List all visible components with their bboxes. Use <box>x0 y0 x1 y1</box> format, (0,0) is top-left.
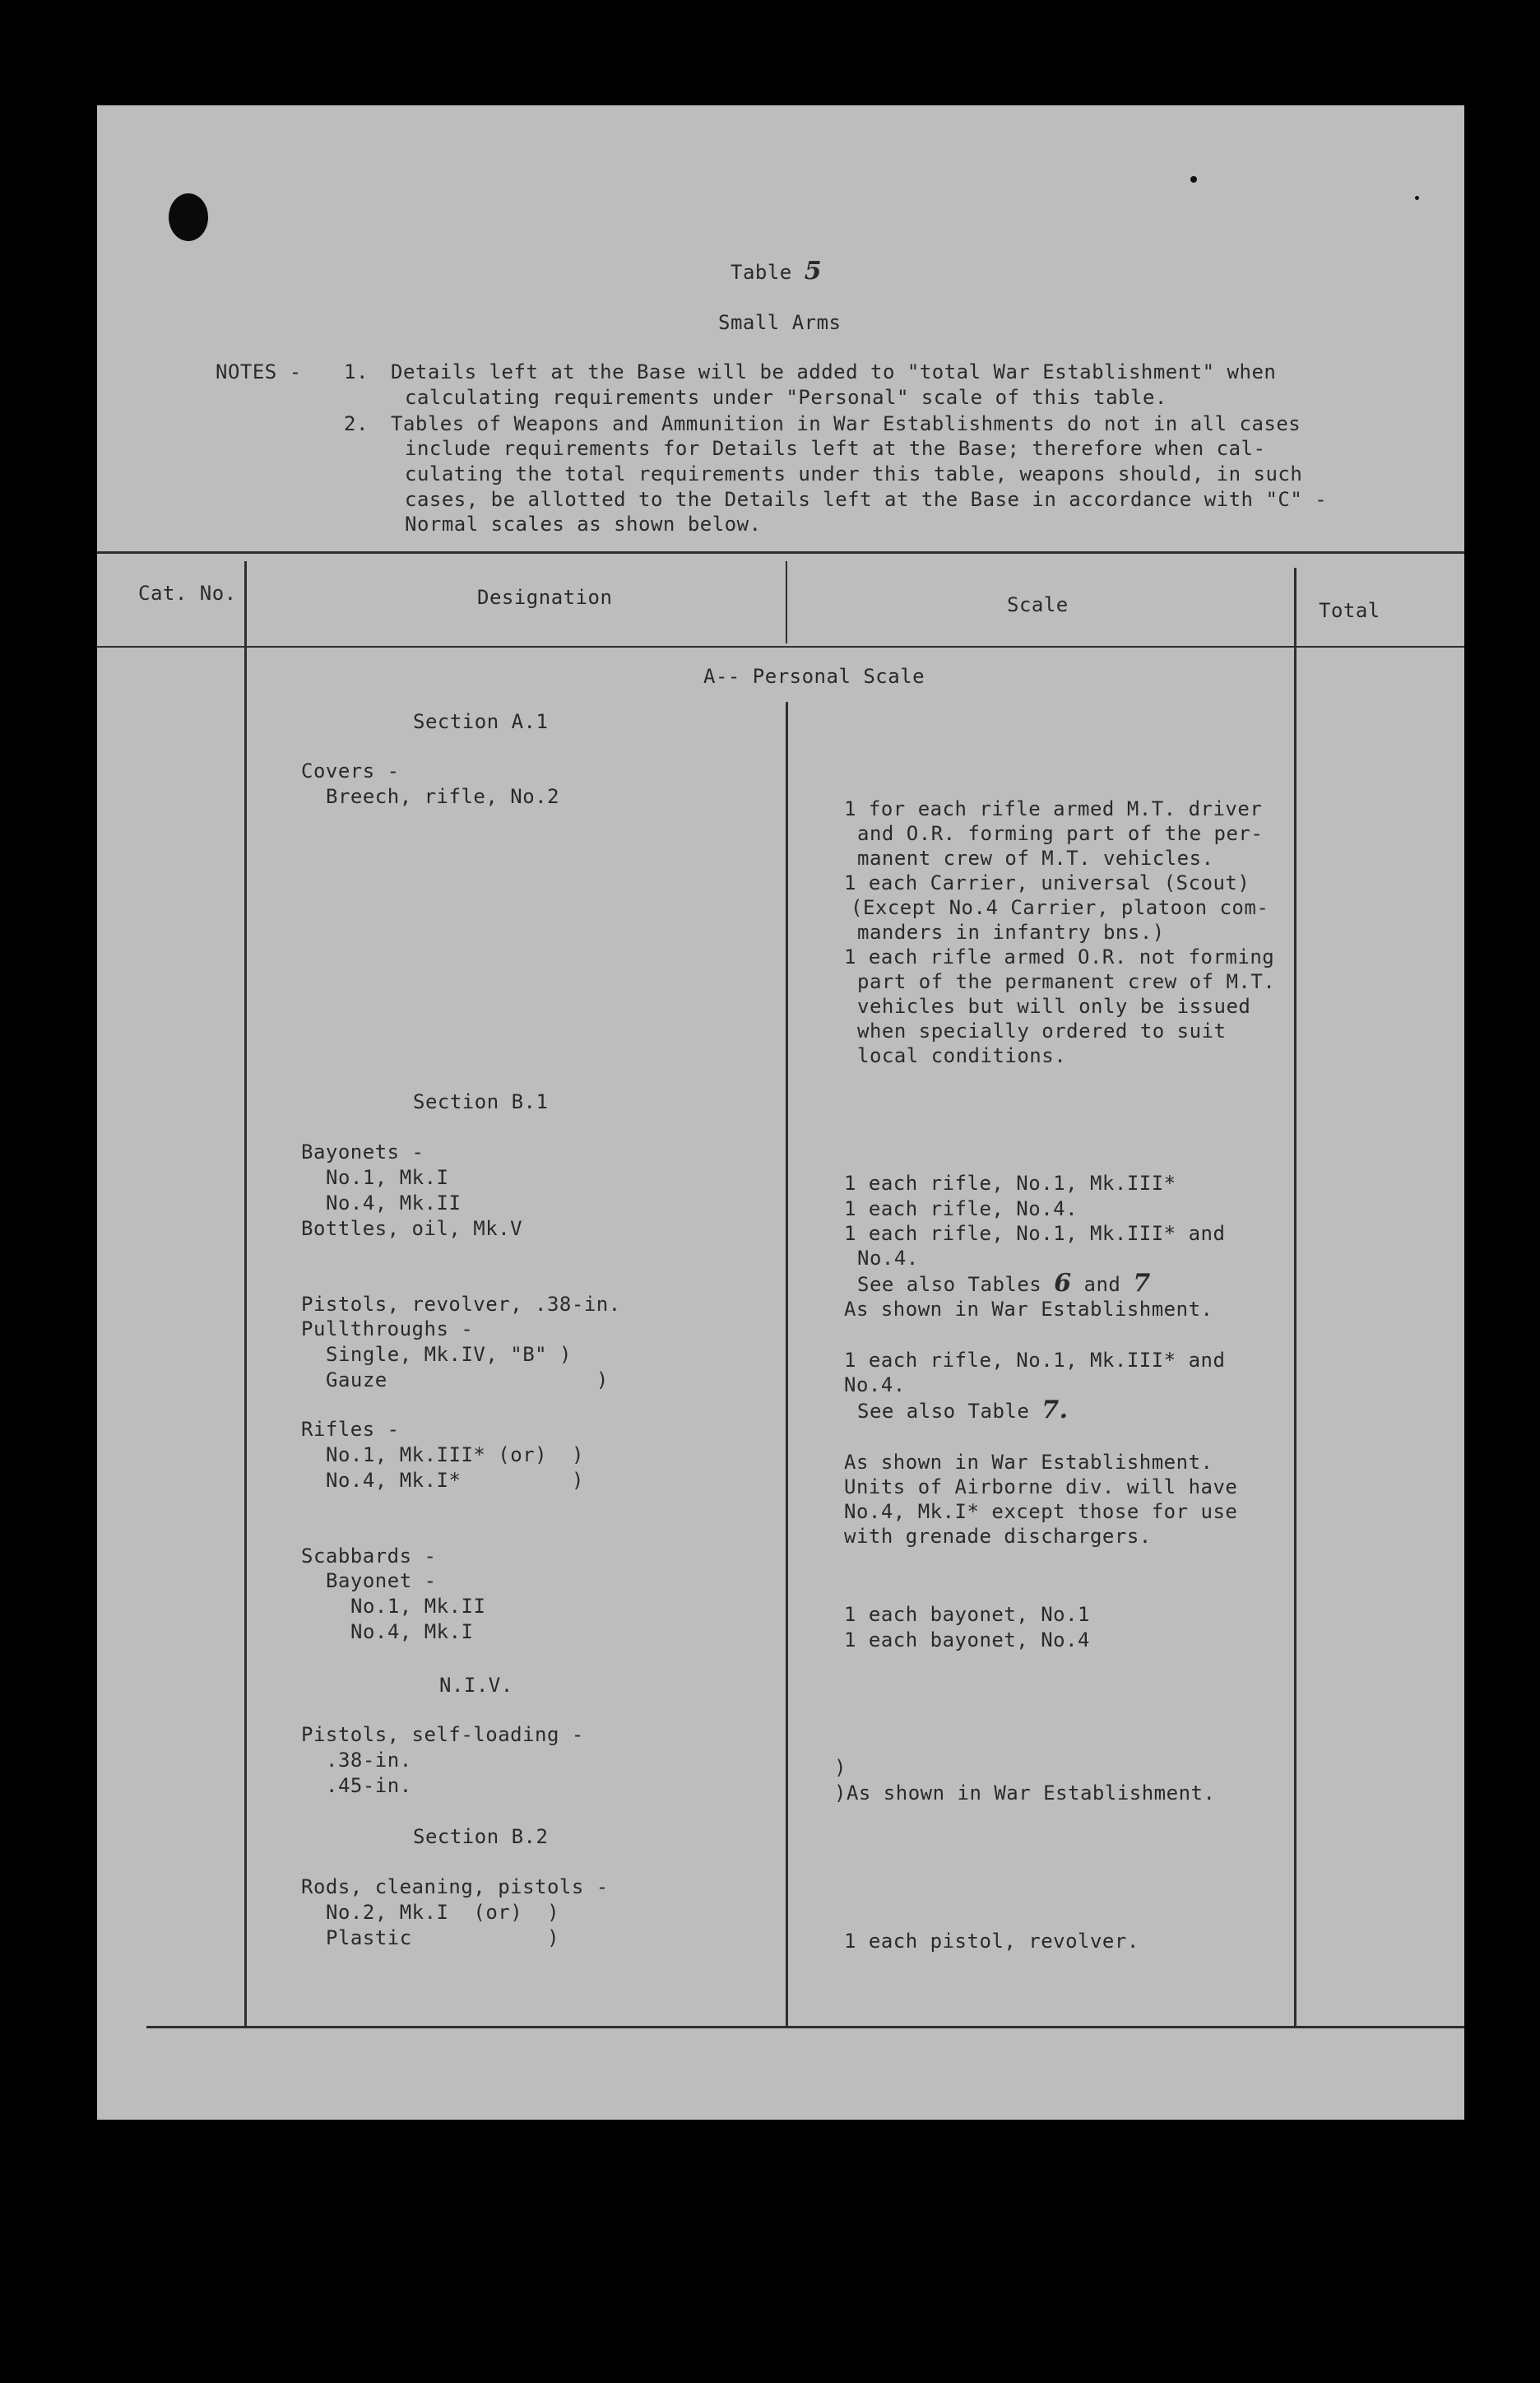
note-2-line: culating the total requirements under this table, weapons should, in such <box>405 462 1303 485</box>
speck <box>1190 176 1197 183</box>
scale-line: See also Tables 6 and 7 <box>857 1269 1151 1298</box>
column-divider-cat <box>244 561 247 2026</box>
table-subtitle: Small Arms <box>718 311 842 334</box>
punch-hole <box>169 193 208 241</box>
note-2-line: Tables of Weapons and Ammunition in War Establishments do not in all cases <box>391 412 1301 435</box>
designation-line: Pistols, self-loading - <box>301 1723 584 1746</box>
designation-line: No.4, Mk.I* ) <box>326 1469 584 1492</box>
designation-line: Covers - <box>301 759 400 783</box>
section-heading: Section B.2 <box>413 1825 549 1848</box>
designation-line: .38-in. <box>326 1749 412 1772</box>
handwritten-number: 6 <box>1054 1269 1072 1298</box>
scale-line: when specially ordered to suit <box>857 1020 1227 1043</box>
scale-line: (Except No.4 Carrier, platoon com- <box>851 896 1269 919</box>
column-divider-designation <box>786 702 788 2026</box>
column-header-cat-no: Cat. No. <box>138 582 237 605</box>
column-header-scale: Scale <box>1007 593 1069 616</box>
scale-line: ) <box>834 1756 847 1779</box>
handwritten-number: 7 <box>1133 1269 1151 1298</box>
designation-line: Bayonet - <box>326 1569 437 1592</box>
scale-line: 1 each rifle, No.1, Mk.III* and <box>844 1349 1226 1372</box>
scale-line: vehicles but will only be issued <box>857 995 1251 1018</box>
note-2-line: Normal scales as shown below. <box>405 513 762 536</box>
column-header-total: Total <box>1319 599 1380 622</box>
section-heading: N.I.V. <box>439 1674 513 1697</box>
scale-line: 1 each bayonet, No.4 <box>844 1628 1090 1651</box>
designation-line: No.1, Mk.II <box>350 1595 486 1618</box>
scale-line: No.4, Mk.I* except those for use <box>844 1500 1238 1523</box>
scale-line: 1 each Carrier, universal (Scout) <box>844 871 1250 894</box>
scale-line: manders in infantry bns.) <box>857 921 1165 944</box>
column-divider-scale <box>1294 568 1296 2026</box>
scale-line: 1 each bayonet, No.1 <box>844 1603 1090 1626</box>
designation-line: Rods, cleaning, pistols - <box>301 1875 609 1898</box>
scale-line: As shown in War Establishment. <box>844 1298 1213 1321</box>
scale-line: 1 each pistol, revolver. <box>844 1930 1139 1953</box>
designation-line: Gauze ) <box>326 1368 609 1391</box>
notes-label: NOTES - <box>216 360 302 383</box>
scale-line: manent crew of M.T. vehicles. <box>857 847 1214 870</box>
speck <box>1415 196 1419 200</box>
scale-line: See also Table 7. <box>857 1396 1069 1424</box>
scale-line: As shown in War Establishment. <box>844 1451 1213 1474</box>
designation-line: No.4, Mk.I <box>350 1620 474 1643</box>
scale-line: 1 each rifle, No.4. <box>844 1197 1078 1220</box>
section-heading: Section A.1 <box>413 710 549 733</box>
column-divider-designation-header <box>786 561 787 643</box>
designation-line: Pistols, revolver, .38-in. <box>301 1293 621 1316</box>
designation-line: No.1, Mk.I <box>326 1166 449 1189</box>
part-heading: A-- Personal Scale <box>703 665 925 688</box>
table-bottom-rule <box>146 2026 1464 2028</box>
designation-line: No.1, Mk.III* (or) ) <box>326 1443 584 1466</box>
note-2-line: cases, be allotted to the Details left at the Base in accordance with "C" - <box>405 488 1328 511</box>
scale-line: 1 for each rifle armed M.T. driver <box>844 797 1263 820</box>
scale-line: with grenade dischargers. <box>844 1525 1152 1548</box>
designation-line: Rifles - <box>301 1418 400 1441</box>
designation-line: Pullthroughs - <box>301 1317 474 1340</box>
designation-line: .45-in. <box>326 1774 412 1797</box>
designation-line: No.4, Mk.II <box>326 1192 462 1215</box>
scale-line: No.4. <box>844 1373 906 1396</box>
note-1-number: 1. <box>344 360 369 383</box>
table-number: 5 <box>804 257 823 286</box>
handwritten-number: 7. <box>1041 1396 1069 1424</box>
section-heading: Section B.1 <box>413 1090 549 1113</box>
scale-line: and O.R. forming part of the per- <box>857 822 1264 845</box>
scale-line: 1 each rifle, No.1, Mk.III* and <box>844 1222 1226 1245</box>
designation-line: Plastic ) <box>326 1926 560 1949</box>
scale-line: 1 each rifle armed O.R. not forming <box>844 945 1275 969</box>
designation-line: No.2, Mk.I (or) ) <box>326 1901 560 1924</box>
note-1-line: Details left at the Base will be added to "total War Establishment" when <box>391 360 1277 383</box>
designation-line: Bottles, oil, Mk.V <box>301 1217 523 1240</box>
designation-line: Scabbards - <box>301 1545 437 1568</box>
table-top-rule <box>97 551 1464 554</box>
designation-line: Breech, rifle, No.2 <box>326 785 560 808</box>
scale-line: Units of Airborne div. will have <box>844 1475 1238 1498</box>
scale-line: local conditions. <box>857 1044 1067 1067</box>
scale-line: )As shown in War Establishment. <box>834 1781 1216 1805</box>
scale-line: No.4. <box>857 1247 919 1270</box>
header-rule <box>97 646 1464 648</box>
note-2-line: include requirements for Details left at the Base; therefore when cal- <box>405 437 1266 460</box>
scale-line: part of the permanent crew of M.T. <box>857 970 1276 993</box>
column-header-designation: Designation <box>477 586 613 609</box>
scale-line: 1 each rifle, No.1, Mk.III* <box>844 1172 1176 1195</box>
table-title: Table 5 <box>731 257 823 286</box>
note-1-line: calculating requirements under "Personal" scale of this table. <box>405 386 1167 409</box>
designation-line: Bayonets - <box>301 1140 424 1164</box>
note-2-number: 2. <box>344 412 369 435</box>
designation-line: Single, Mk.IV, "B" ) <box>326 1343 572 1366</box>
